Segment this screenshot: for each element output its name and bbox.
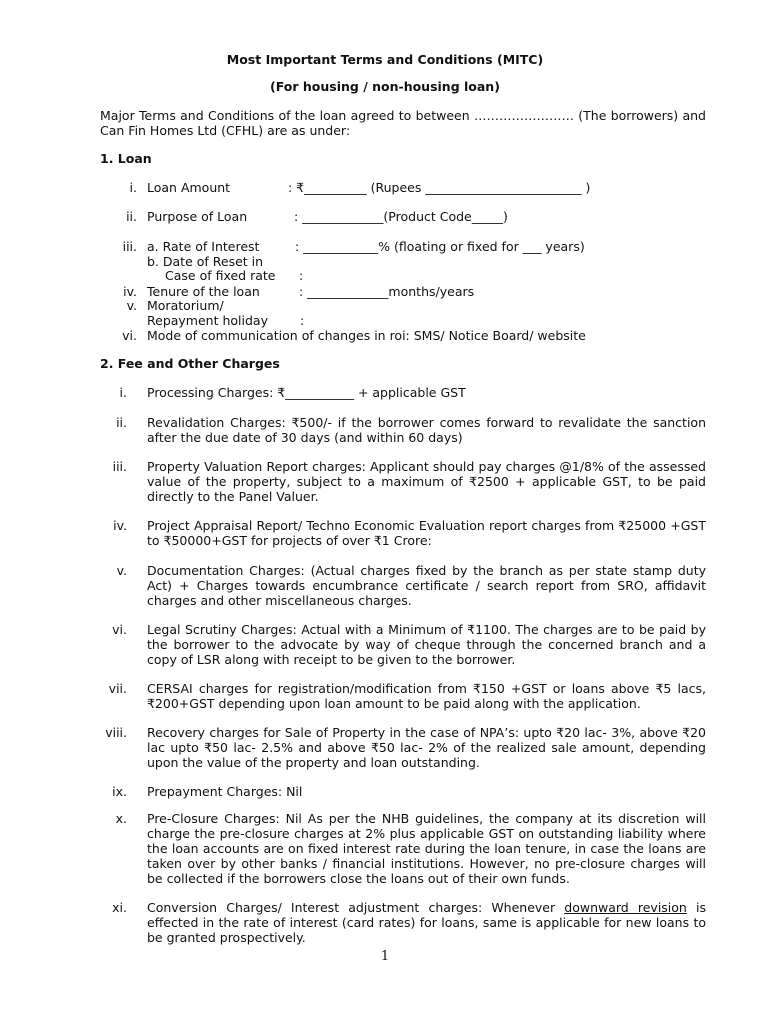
conversion-text-before: Conversion Charges/ Interest adjustment charges: Whenever	[147, 900, 556, 915]
fee-item-num: xi.	[112, 900, 127, 915]
cersai-charges: CERSAI charges for registration/modification from ₹150 +GST or loans above ₹5 lacs, ₹200+GST depending upon loan amount to be paid along with the application.	[147, 681, 706, 711]
purpose-of-loan-value: : _____________(Product Code_____)	[294, 209, 508, 224]
fixed-rate-value: :	[299, 268, 304, 283]
fee-item-num: iv.	[113, 518, 127, 533]
loan-row-num: v.	[126, 298, 137, 313]
mode-of-communication: Mode of communication of changes in roi: SMS/ Notice Board/ website	[147, 328, 586, 343]
repayment-holiday-label: Repayment holiday	[147, 313, 268, 328]
pre-closure-charges: Pre-Closure Charges: Nil As per the NHB guidelines, the company at its discretion will charge the pre-closure charges at 2% plus applicable GST on outstanding liability where the loan accounts are on fixed interest rate during the loan tenure, in case the loans are taken over by other banks / financial institutions. However, no pre-closure charges will be collected if the borrowers close the loans out of their own funds.	[147, 811, 706, 886]
loan-row-num: iii.	[122, 239, 137, 254]
section-heading-loan: 1. Loan	[100, 151, 152, 166]
documentation-charges: Documentation Charges: (Actual charges fixed by the branch as per state stamp duty Act) + Charges towards encumbrance certificate / search report from SRO, affidavit charges and other miscellaneous charges.	[147, 563, 706, 608]
repayment-holiday-value: :	[300, 313, 305, 328]
rate-of-interest-value: : ____________% (floating or fixed for ___ years)	[295, 239, 585, 254]
page-number: 1	[380, 949, 390, 964]
rate-of-interest-label: a. Rate of Interest	[147, 239, 260, 254]
revalidation-charges: Revalidation Charges: ₹500/- if the borrower comes forward to revalidate the sanction after the due date of 30 days (and within 60 days)	[147, 415, 706, 445]
processing-charges: Processing Charges: ₹___________ + applicable GST	[147, 385, 466, 400]
loan-amount-value: : ₹__________ (Rupees _________________________ )	[288, 180, 591, 195]
moratorium-label: Moratorium/	[147, 298, 224, 313]
conversion-charges	[147, 900, 706, 945]
prepayment-charges: Prepayment Charges: Nil	[147, 784, 303, 799]
conversion-text-after: is effected in the rate of interest (card rates) for loans, same is applicable for new loans to be granted prospectively.	[147, 900, 706, 945]
fee-item-num: x.	[115, 811, 127, 826]
fee-item-num: i.	[119, 385, 127, 400]
tenure-value: : _____________months/years	[299, 284, 475, 299]
fee-item-num: viii.	[105, 725, 127, 740]
fixed-rate-label: Case of fixed rate	[165, 268, 276, 283]
fee-item-num: iii.	[112, 459, 127, 474]
date-of-reset-label: b. Date of Reset in	[147, 254, 264, 269]
legal-scrutiny-charges: Legal Scrutiny Charges: Actual with a Minimum of ₹1100. The charges are to be paid by the borrower to the advocate by way of cheque through the concerned branch and a copy of LSR along with receipt to be given to the borrower.	[147, 622, 706, 667]
fee-item-num: ii.	[116, 415, 127, 430]
intro-paragraph: Major Terms and Conditions of the loan agreed to between …………………… (The borrowers) and Can Fin Homes Ltd (CFHL) are as under:	[100, 108, 706, 138]
fee-item-num: vi.	[112, 622, 127, 637]
document-subtitle: (For housing / non-housing loan)	[270, 79, 500, 94]
tenure-label: Tenure of the loan	[147, 284, 260, 299]
project-appraisal-charges: Project Appraisal Report/ Techno Economic Evaluation report charges from ₹25000 +GST to ₹50000+GST for projects of over ₹1 Crore:	[147, 518, 706, 548]
loan-row-num: iv.	[123, 284, 137, 299]
document-title: Most Important Terms and Conditions (MITC)	[226, 52, 544, 67]
valuation-report-charges: Property Valuation Report charges: Applicant should pay charges @1/8% of the assessed value of the property, subject to a maximum of ₹2500 + applicable GST, to be paid directly to the Panel Valuer.	[147, 459, 706, 504]
loan-row-num: vi.	[122, 328, 137, 343]
section-heading-fees: 2. Fee and Other Charges	[100, 356, 280, 371]
fee-item-num: vii.	[108, 681, 127, 696]
fee-item-num: ix.	[112, 784, 127, 799]
loan-row-num: i.	[129, 180, 137, 195]
loan-row-num: ii.	[126, 209, 137, 224]
purpose-of-loan-label: Purpose of Loan	[147, 209, 248, 224]
loan-amount-label: Loan Amount	[147, 180, 231, 195]
conversion-text-underlined: downward revision	[564, 900, 687, 915]
fee-item-num: v.	[116, 563, 127, 578]
recovery-charges: Recovery charges for Sale of Property in the case of NPA’s: upto ₹20 lac- 3%, above ₹20 lac upto ₹50 lac- 2.5% and above ₹50 lac- 2% of the realized sale amount, depending upon the value of the property and loan outstanding.	[147, 725, 706, 770]
